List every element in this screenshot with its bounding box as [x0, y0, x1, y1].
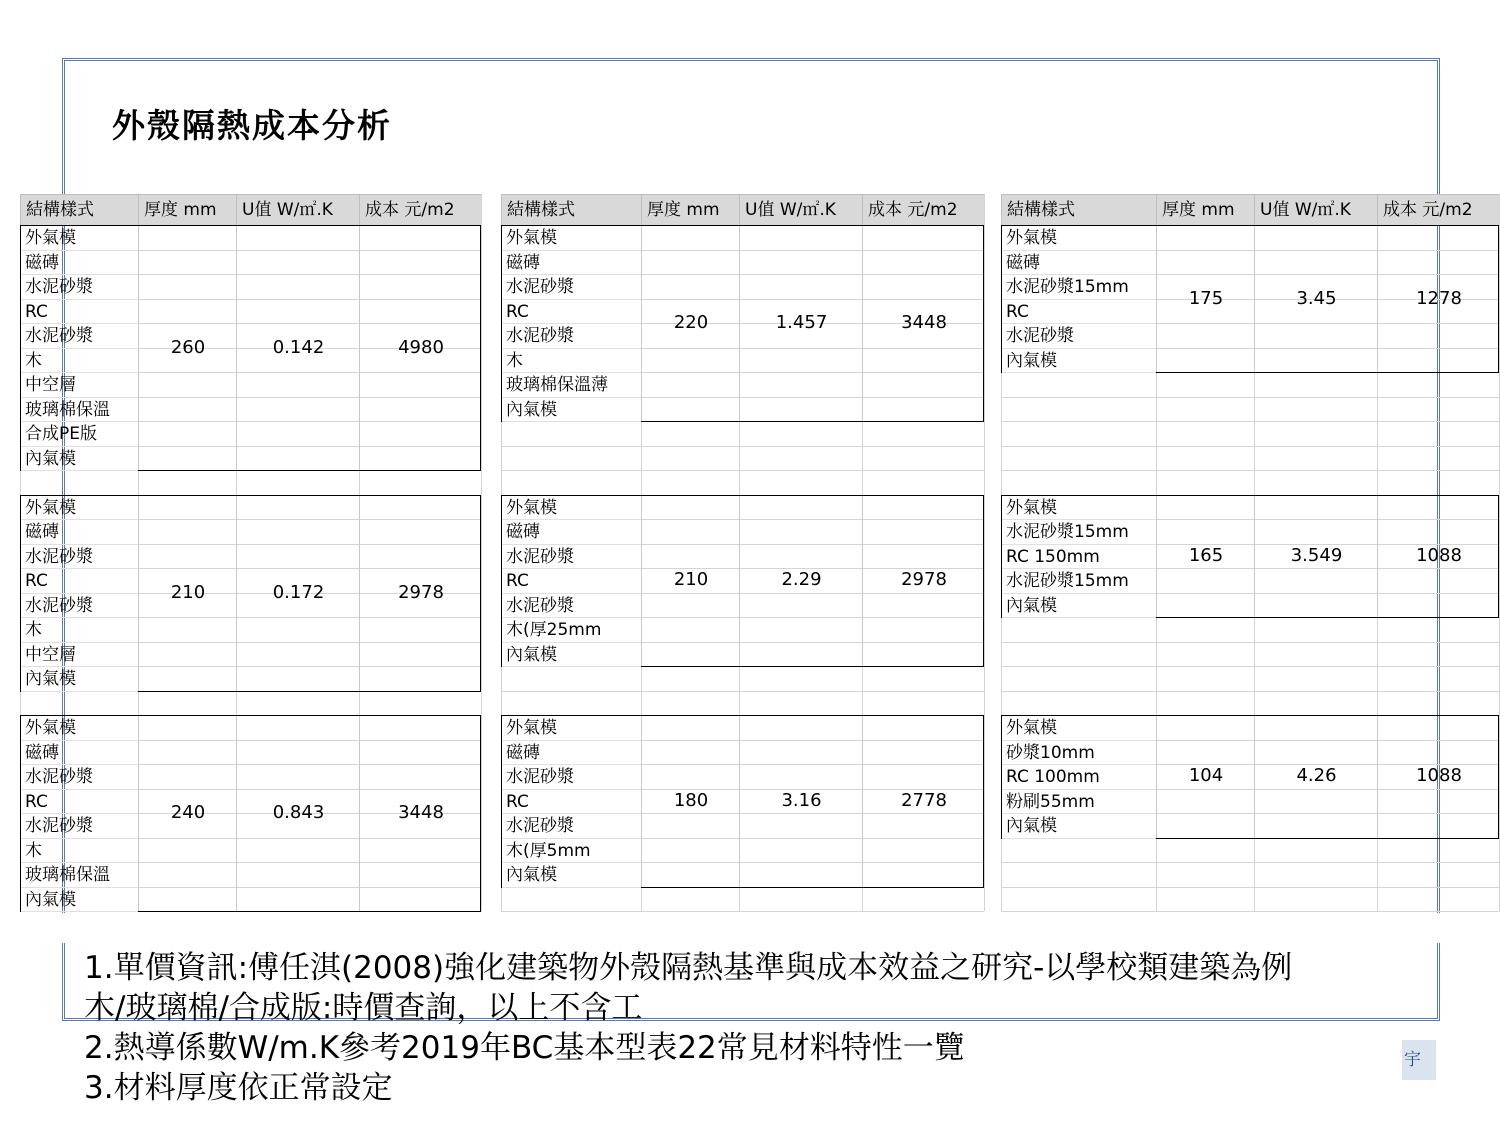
- layer-cell: 水泥砂漿: [502, 765, 641, 790]
- gridline-h: [1001, 887, 1499, 888]
- frame-gap: [60, 913, 1440, 943]
- layer-cell: 外氣模: [21, 496, 138, 521]
- layer-cell: 玻璃棉保溫: [21, 398, 138, 423]
- layer-cell: 內氣模: [502, 863, 641, 888]
- layer-cell: RC: [21, 569, 138, 594]
- header-cell: 厚度 mm: [641, 195, 739, 225]
- layer-cell: 外氣模: [502, 496, 641, 521]
- thickness-value: 104: [1188, 765, 1224, 787]
- layer-cell: 磁磚: [21, 741, 138, 766]
- table-header-3: [1001, 194, 1499, 226]
- cost-value: 2978: [398, 581, 444, 603]
- cost-value: 1278: [1416, 287, 1462, 309]
- layer-cell: 內氣模: [502, 398, 641, 423]
- thickness-value: 210: [170, 581, 206, 603]
- layer-cell: 內氣模: [1002, 814, 1156, 839]
- layer-cell: 內氣模: [21, 447, 138, 472]
- layer-cell: 磁磚: [1002, 251, 1156, 276]
- thickness-value: 175: [1188, 287, 1224, 309]
- thickness-value: 220: [673, 312, 709, 333]
- corner-badge: 宇: [1402, 1040, 1436, 1080]
- note-line-4: 3.材料厚度依正常設定: [84, 1070, 393, 1106]
- layer-cell: 木: [502, 349, 641, 374]
- gridline-h: [501, 691, 984, 692]
- gridline-h: [1001, 421, 1499, 422]
- layer-cell: 外氣模: [502, 716, 641, 741]
- layer-cell: 磁磚: [21, 251, 138, 276]
- cost-value: 2778: [901, 789, 947, 811]
- layer-cell: RC: [1002, 300, 1156, 325]
- gridline-h: [1001, 862, 1499, 863]
- layer-cell: 水泥砂漿15mm: [1002, 520, 1156, 545]
- layer-cell: 木(厚25mm: [502, 618, 641, 643]
- header-cell: 結構樣式: [20, 195, 138, 225]
- gridline-h: [501, 470, 984, 471]
- header-cell: 結構樣式: [501, 195, 641, 225]
- layer-cell: 木(厚5mm: [502, 839, 641, 864]
- layer-cell: 磁磚: [502, 251, 641, 276]
- cost-value: 3448: [901, 312, 947, 333]
- cost-value: 4980: [398, 336, 444, 358]
- layer-cell: 外氣模: [502, 226, 641, 251]
- layer-cell: 合成PE版: [21, 422, 138, 447]
- u-value: 0.142: [272, 336, 325, 358]
- header-cell: 成本 元/m2: [359, 195, 481, 225]
- wall-block-8: [501, 715, 984, 888]
- gridline-h: [1001, 397, 1499, 398]
- layer-cell: 水泥砂漿: [502, 814, 641, 839]
- u-value: 0.172: [272, 581, 325, 603]
- layer-cell: 水泥砂漿: [21, 275, 138, 300]
- layer-cell: 內氣模: [502, 643, 641, 668]
- u-value: 4.26: [1296, 765, 1337, 787]
- gridline-h: [1001, 446, 1499, 447]
- cost-value: 2978: [901, 569, 947, 591]
- layer-cell: 磁磚: [502, 741, 641, 766]
- gridline-h: [501, 911, 984, 912]
- layer-cell: 玻璃棉保溫薄: [502, 373, 641, 398]
- layer-cell: 水泥砂漿: [21, 765, 138, 790]
- header-cell: 結構樣式: [1001, 195, 1156, 225]
- layer-cell: 水泥砂漿: [21, 324, 138, 349]
- layer-cell: 內氣模: [21, 667, 138, 692]
- layer-cell: 水泥砂漿: [502, 275, 641, 300]
- gridline-h: [1001, 666, 1499, 667]
- header-cell: 成本 元/m2: [862, 195, 984, 225]
- layer-cell: RC: [21, 300, 138, 325]
- layer-cell: 木: [21, 349, 138, 374]
- layer-cell: RC: [502, 300, 641, 325]
- thickness-value: 165: [1188, 544, 1224, 566]
- layer-cell: RC 100mm: [1002, 765, 1156, 790]
- layer-cell: 水泥砂漿: [21, 594, 138, 619]
- layer-cell: 玻璃棉保溫: [21, 863, 138, 888]
- wall-block-1: [20, 225, 481, 471]
- layer-cell: RC: [21, 790, 138, 815]
- u-value: 3.16: [781, 789, 822, 811]
- gridline-h: [1001, 470, 1499, 471]
- layer-cell: 磁磚: [502, 520, 641, 545]
- table-header-1: [20, 194, 481, 226]
- layer-cell: 中空層: [21, 643, 138, 668]
- wall-block-9: [1001, 715, 1499, 839]
- table-header-2: [501, 194, 984, 226]
- note-line-2: 木/玻璃棉/合成版:時價查詢，以上不含工: [84, 990, 643, 1026]
- layer-cell: 木: [21, 839, 138, 864]
- layer-cell: 木: [21, 618, 138, 643]
- header-cell: 成本 元/m2: [1377, 195, 1499, 225]
- note-line-1: 1.單價資訊:傅任淇(2008)強化建築物外殼隔熱基準與成本效益之研究-以學校類建築為例: [84, 950, 1293, 986]
- layer-cell: 內氣模: [21, 888, 138, 913]
- gridline-h: [1001, 642, 1499, 643]
- thickness-value: 210: [673, 569, 709, 591]
- u-value: 1.457: [775, 312, 828, 333]
- layer-cell: 水泥砂漿: [21, 545, 138, 570]
- layer-cell: 水泥砂漿15mm: [1002, 569, 1156, 594]
- wall-block-3: [1001, 225, 1499, 373]
- header-cell: U值 W/㎡.K: [236, 195, 359, 225]
- layer-cell: 磁磚: [21, 520, 138, 545]
- wall-block-4: [20, 495, 481, 692]
- thickness-value: 240: [170, 802, 206, 823]
- header-cell: 厚度 mm: [1156, 195, 1254, 225]
- layer-cell: RC: [502, 569, 641, 594]
- layer-cell: 外氣模: [1002, 496, 1156, 521]
- layer-cell: 粉刷55mm: [1002, 790, 1156, 815]
- layer-cell: 外氣模: [21, 716, 138, 741]
- u-value: 3.549: [1290, 544, 1343, 566]
- layer-cell: 外氣模: [21, 226, 138, 251]
- wall-block-6: [1001, 495, 1499, 619]
- layer-cell: 外氣模: [1002, 716, 1156, 741]
- layer-cell: 中空層: [21, 373, 138, 398]
- layer-cell: 內氣模: [1002, 594, 1156, 619]
- layer-cell: RC: [502, 790, 641, 815]
- layer-cell: 水泥砂漿15mm: [1002, 275, 1156, 300]
- cost-value: 1088: [1416, 765, 1462, 787]
- thickness-value: 260: [170, 336, 206, 358]
- layer-cell: 外氣模: [1002, 226, 1156, 251]
- note-line-3: 2.熱導係數W/m.K參考2019年BC基本型表22常見材料特性一覽: [84, 1030, 965, 1066]
- cost-value: 1088: [1416, 544, 1462, 566]
- gridline-h: [1001, 911, 1499, 912]
- layer-cell: 水泥砂漿: [21, 814, 138, 839]
- notes: [84, 948, 1292, 1108]
- layer-cell: 水泥砂漿: [502, 545, 641, 570]
- thickness-value: 180: [673, 789, 709, 811]
- layer-cell: RC 150mm: [1002, 545, 1156, 570]
- layer-cell: 水泥砂漿: [1002, 324, 1156, 349]
- u-value: 2.29: [781, 569, 822, 591]
- u-value: 0.843: [272, 802, 325, 823]
- layer-cell: 水泥砂漿: [502, 324, 641, 349]
- header-cell: 厚度 mm: [138, 195, 236, 225]
- cost-value: 3448: [398, 802, 444, 823]
- layer-cell: 砂漿10mm: [1002, 741, 1156, 766]
- header-cell: U值 W/㎡.K: [739, 195, 862, 225]
- gridline-h: [1001, 691, 1499, 692]
- u-value: 3.45: [1296, 287, 1337, 309]
- wall-block-5: [501, 495, 984, 668]
- layer-cell: 水泥砂漿: [502, 594, 641, 619]
- wall-block-2: [501, 225, 984, 422]
- wall-block-7: [20, 715, 481, 912]
- gridline-h: [501, 446, 984, 447]
- header-cell: U值 W/㎡.K: [1254, 195, 1377, 225]
- page-title: 外殼隔熱成本分析: [112, 106, 392, 145]
- layer-cell: 內氣模: [1002, 349, 1156, 374]
